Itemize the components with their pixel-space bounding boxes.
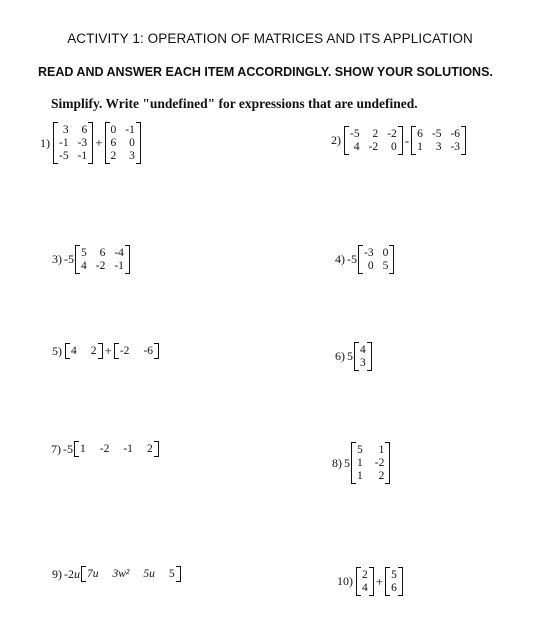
matrix-cell: -3 <box>450 141 461 153</box>
matrix-cell: 4 <box>360 344 366 356</box>
coefficient-number: -2 <box>64 566 74 581</box>
problem-3 <box>52 245 131 274</box>
matrix-cell: -5 <box>431 128 442 140</box>
matrix-cell: 1 <box>357 457 363 469</box>
matrix-cell: 2 <box>362 569 368 581</box>
operator: + <box>375 573 384 589</box>
matrix-a <box>75 245 130 274</box>
matrix-cell: 6 <box>81 124 88 136</box>
matrix-b <box>114 343 159 359</box>
problem-9 <box>52 566 182 582</box>
matrix-cell: 3 <box>435 141 442 153</box>
matrix-cell: 4 <box>353 141 360 153</box>
matrix-cell: 4 <box>81 260 87 272</box>
matrix-cell: 5 <box>81 247 87 259</box>
matrix-cell: -1 <box>125 124 135 136</box>
matrix-cell: 4 <box>362 582 368 594</box>
matrix-cell: -5 <box>350 128 360 140</box>
matrix-cell: -6 <box>450 128 461 140</box>
problem-number: 3) <box>52 252 62 266</box>
problem-number: 2) <box>331 133 341 147</box>
matrix-cell: 6 <box>110 137 117 149</box>
activity-title: ACTIVITY 1: OPERATION OF MATRICES AND ITS APPLICATION <box>67 31 473 46</box>
matrix-cell: -4 <box>114 247 124 259</box>
problem-2 <box>331 126 467 155</box>
matrix-cell: -2 <box>99 443 110 455</box>
matrix-cell: 2 <box>110 150 117 162</box>
matrix-cell: -3 <box>364 247 374 259</box>
instructions-heading: READ AND ANSWER EACH ITEM ACCORDINGLY. SHOW YOUR SOLUTIONS. <box>38 65 493 79</box>
matrix-cell: 7u <box>87 568 99 580</box>
problem-number: 6) <box>335 349 345 363</box>
matrix-cell: 6 <box>391 582 397 594</box>
operator: + <box>104 343 112 358</box>
problem-6 <box>335 342 373 371</box>
matrix-cell: 0 <box>110 124 117 136</box>
scalar-coefficient: 5 <box>344 455 350 470</box>
problem-1 <box>40 122 142 164</box>
matrix-a <box>358 245 394 274</box>
matrix-a <box>356 567 374 596</box>
matrix-cell: -3 <box>77 137 88 149</box>
problem-4 <box>335 245 395 274</box>
scalar-coefficient: -5 <box>347 252 357 266</box>
matrix-a <box>354 342 372 371</box>
problem-number: 1) <box>40 135 50 150</box>
matrix-cell: 0 <box>129 137 135 149</box>
scalar-coefficient <box>64 567 80 582</box>
matrix-cell: -2 <box>374 457 385 469</box>
matrix-cell: 3 <box>360 357 366 369</box>
matrix-cell: -1 <box>77 150 88 162</box>
matrix-cell: 6 <box>417 128 423 140</box>
matrix-cell: 5 <box>357 444 363 456</box>
matrix-cell: 1 <box>378 444 385 456</box>
matrix-cell: 0 <box>367 260 374 272</box>
problem-8 <box>332 442 391 484</box>
matrix-cell: 3w² <box>112 568 130 580</box>
operator: - <box>404 132 410 148</box>
matrix-a <box>351 442 390 484</box>
scalar-coefficient: 5 <box>347 349 353 363</box>
matrix-cell: 1 <box>417 141 423 153</box>
matrix-cell: -5 <box>59 150 69 162</box>
problem-number: 9) <box>52 566 62 581</box>
problem-number: 5) <box>52 343 62 358</box>
matrix-cell: 5u <box>143 568 155 580</box>
matrix-cell: -2 <box>119 345 130 357</box>
matrix-cell: 5 <box>382 260 389 272</box>
matrix-cell: -1 <box>123 443 133 455</box>
matrix-cell: 0 <box>391 141 397 153</box>
problem-5 <box>52 343 160 359</box>
matrix-cell: 1 <box>357 470 363 482</box>
problem-number: 8) <box>332 455 342 470</box>
matrix-cell: -2 <box>95 260 106 272</box>
matrix-cell: 0 <box>382 247 389 259</box>
matrix-cell: 2 <box>90 345 97 357</box>
problem-number: 7) <box>51 441 61 456</box>
matrix-cell: -2 <box>387 128 397 140</box>
problem-number: 4) <box>335 252 345 266</box>
matrix-cell: 5 <box>391 569 397 581</box>
matrix-b <box>385 567 403 596</box>
problem-10 <box>337 567 404 596</box>
matrix-cell: 2 <box>146 443 153 455</box>
coefficient-variable: u <box>74 566 80 581</box>
scalar-coefficient: -5 <box>64 252 74 266</box>
matrix-a <box>81 566 181 582</box>
matrix-cell: 2 <box>372 128 379 140</box>
matrix-cell: -1 <box>114 260 124 272</box>
problem-7 <box>51 441 160 457</box>
matrix-a <box>344 126 403 155</box>
matrix-cell: 4 <box>71 345 77 357</box>
matrix-cell: 3 <box>129 150 135 162</box>
matrix-cell: -1 <box>59 137 69 149</box>
matrix-cell: 5 <box>168 568 175 580</box>
matrix-cell: 2 <box>378 470 385 482</box>
matrix-a <box>65 343 103 359</box>
problem-number: 10) <box>337 574 353 588</box>
matrix-cell: 1 <box>80 443 86 455</box>
matrix-cell: -6 <box>143 345 154 357</box>
simplify-instruction: Simplify. Write "undefined" for expressions that are undefined. <box>51 96 418 111</box>
matrix-a <box>74 441 159 457</box>
scalar-coefficient: -5 <box>63 441 73 456</box>
matrix-a <box>53 122 93 164</box>
matrix-b <box>105 122 141 164</box>
matrix-cell: 6 <box>99 247 106 259</box>
operator: + <box>95 135 103 150</box>
matrix-cell: 3 <box>62 124 69 136</box>
matrix-b <box>411 126 466 155</box>
matrix-cell: -2 <box>368 141 379 153</box>
